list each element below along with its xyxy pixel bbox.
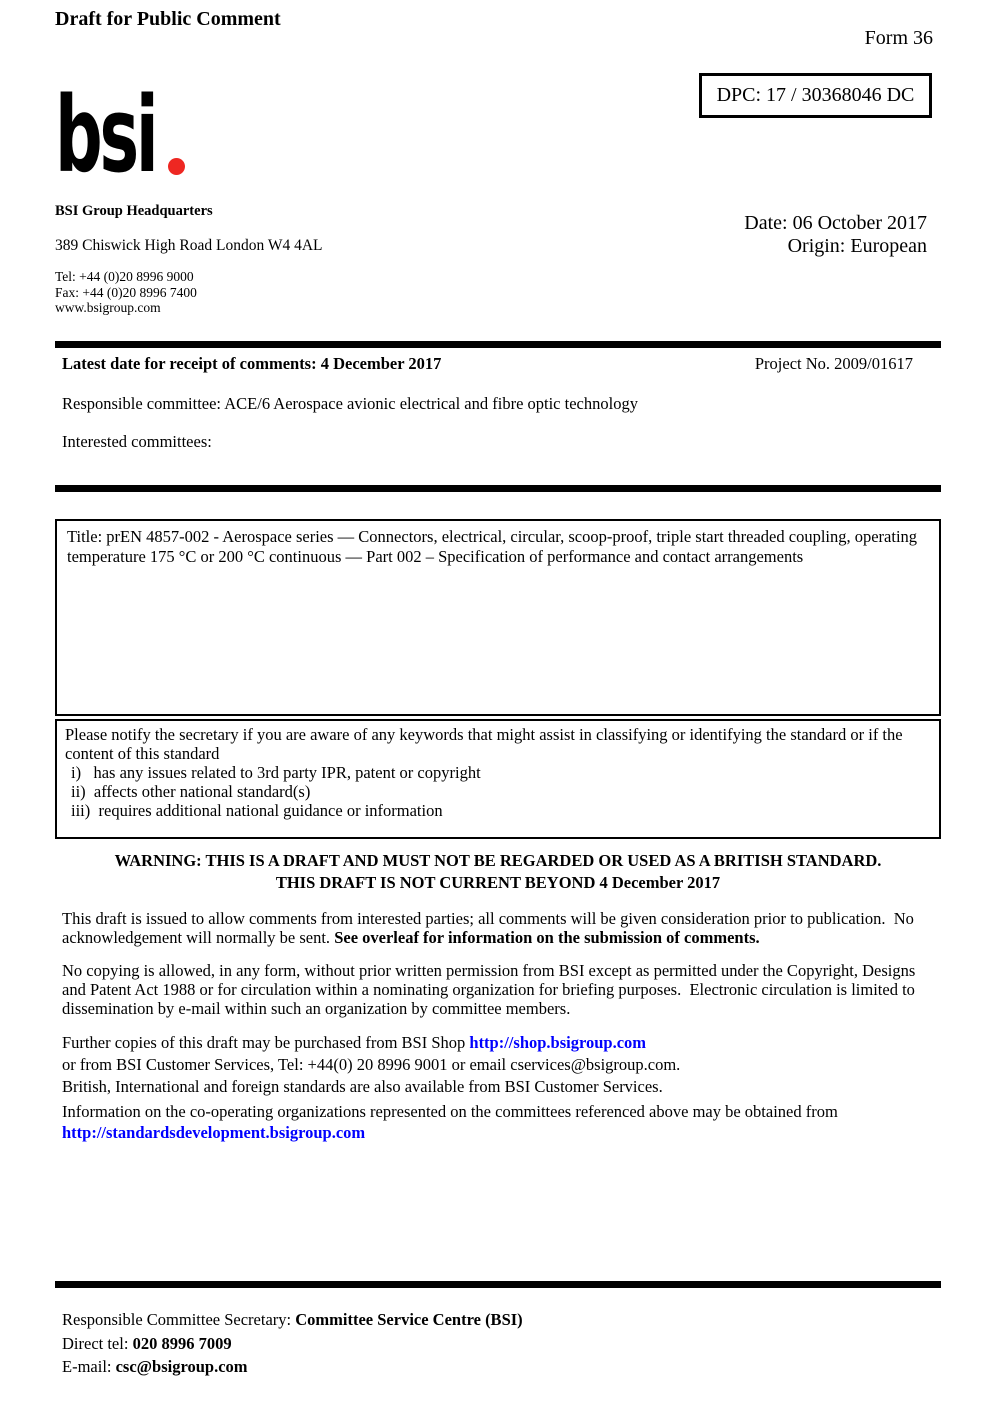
comments-meta-block	[62, 354, 913, 452]
responsible-committee-line: Responsible committee: ACE/6 Aerospace avionic electrical and fibre optic technology	[62, 394, 638, 413]
title-box	[55, 519, 941, 716]
form-number: Form 36	[864, 27, 933, 49]
keywords-box	[55, 719, 941, 839]
secretary-line	[62, 1308, 523, 1332]
project-number: Project No. 2009/01617	[754, 354, 913, 373]
email-line	[62, 1355, 523, 1379]
paragraph-cooperating-orgs	[62, 1101, 942, 1143]
headquarters-block	[55, 203, 323, 316]
headquarters-title: BSI Group Headquarters	[55, 203, 213, 219]
purchase-line-2: or from BSI Customer Services, Tel: +44(0) 20 8996 9001 or email cservices@bsigroup.com.	[62, 1055, 681, 1074]
divider-rule-bottom	[55, 1281, 941, 1288]
bsi-logo: bsi	[55, 74, 156, 196]
standards-development-link[interactable]: http://standardsdevelopment.bsigroup.com	[62, 1123, 366, 1142]
headquarters-tel: Tel: +44 (0)20 8996 9000	[55, 269, 194, 284]
purchase-line-3: British, International and foreign standards are also available from BSI Customer Services.	[62, 1077, 663, 1096]
purchase-line-1	[62, 1032, 942, 1054]
standard-title-text: Title: prEN 4857-002 - Aerospace series — Connectors, electrical, circular, scoop-proof, triple start threaded coupling, operating temperature 175 °C or 200 °C continuous — Part 002 – Specification of performance and contact arrangements	[67, 527, 922, 566]
keywords-intro: Please notify the secretary if you are aware of any keywords that might assist in classifying or identifying the standard or if the content of this standard	[65, 725, 903, 763]
bsi-logo-dot-icon	[168, 158, 185, 175]
keywords-item-iii: iii) requires additional national guidance or information	[71, 801, 443, 820]
date-line: Date: 06 October 2017	[744, 212, 927, 234]
bsi-shop-link[interactable]: http://shop.bsigroup.com	[469, 1033, 647, 1052]
latest-date-line: Latest date for receipt of comments: 4 December 2017	[62, 354, 442, 373]
paragraph-purchase	[62, 1032, 942, 1098]
interested-committees-line: Interested committees:	[62, 432, 212, 451]
footer-contact-block	[62, 1308, 523, 1379]
paragraph-draft-comments-text: This draft is issued to allow comments from interested parties; all comments will be given consideration prior to publication. No acknowledgement will normally be sent.	[62, 909, 918, 947]
paragraph-copyright	[62, 961, 928, 1018]
cooperating-orgs-text: Information on the co-operating organizations represented on the committees referenced above may be obtained from	[62, 1102, 838, 1121]
dpc-number-box	[699, 73, 932, 118]
paragraph-copyright-text: No copying is allowed, in any form, without prior written permission from BSI except as permitted under the Copyright, Designs and Patent Act 1988 or for circulation within a nominating organization for briefing purposes. Electronic circulation is limited to dissemination by e-mail within such an organization by committee members.	[62, 961, 920, 1018]
dpc-number: DPC: 17 / 30368046 DC	[716, 84, 915, 106]
headquarters-address: 389 Chiswick High Road London W4 4AL	[55, 237, 323, 254]
headquarters-website: www.bsigroup.com	[55, 300, 161, 315]
keywords-item-i: i) has any issues related to 3rd party IPR, patent or copyright	[71, 763, 481, 782]
email-label: E-mail:	[62, 1357, 116, 1376]
direct-tel-value: 020 8996 7009	[132, 1333, 232, 1353]
divider-rule-top	[55, 341, 941, 348]
divider-rule-middle	[55, 485, 941, 492]
origin-line: Origin: European	[787, 235, 927, 257]
paragraph-draft-comments-bold: See overleaf for information on the submission of comments.	[334, 928, 760, 947]
purchase-line-1-text: Further copies of this draft may be purchased from BSI Shop	[62, 1033, 470, 1052]
email-value: csc@bsigroup.com	[115, 1357, 248, 1376]
paragraph-draft-comments	[62, 909, 928, 947]
date-origin-block	[744, 212, 927, 258]
page-title: Draft for Public Comment	[55, 8, 281, 30]
direct-tel-label: Direct tel:	[62, 1333, 133, 1353]
warning-line-1: WARNING: THIS IS A DRAFT AND MUST NOT BE REGARDED OR USED AS A BRITISH STANDARD.	[114, 851, 882, 870]
warning-line-2: THIS DRAFT IS NOT CURRENT BEYOND 4 December 2017	[275, 873, 721, 892]
direct-tel-line	[62, 1332, 523, 1356]
keywords-item-ii: ii) affects other national standard(s)	[71, 782, 311, 801]
headquarters-fax: Fax: +44 (0)20 8996 7400	[55, 284, 197, 300]
warning-block	[55, 850, 941, 894]
secretary-value: Committee Service Centre (BSI)	[295, 1310, 523, 1329]
secretary-label: Responsible Committee Secretary:	[62, 1310, 296, 1329]
